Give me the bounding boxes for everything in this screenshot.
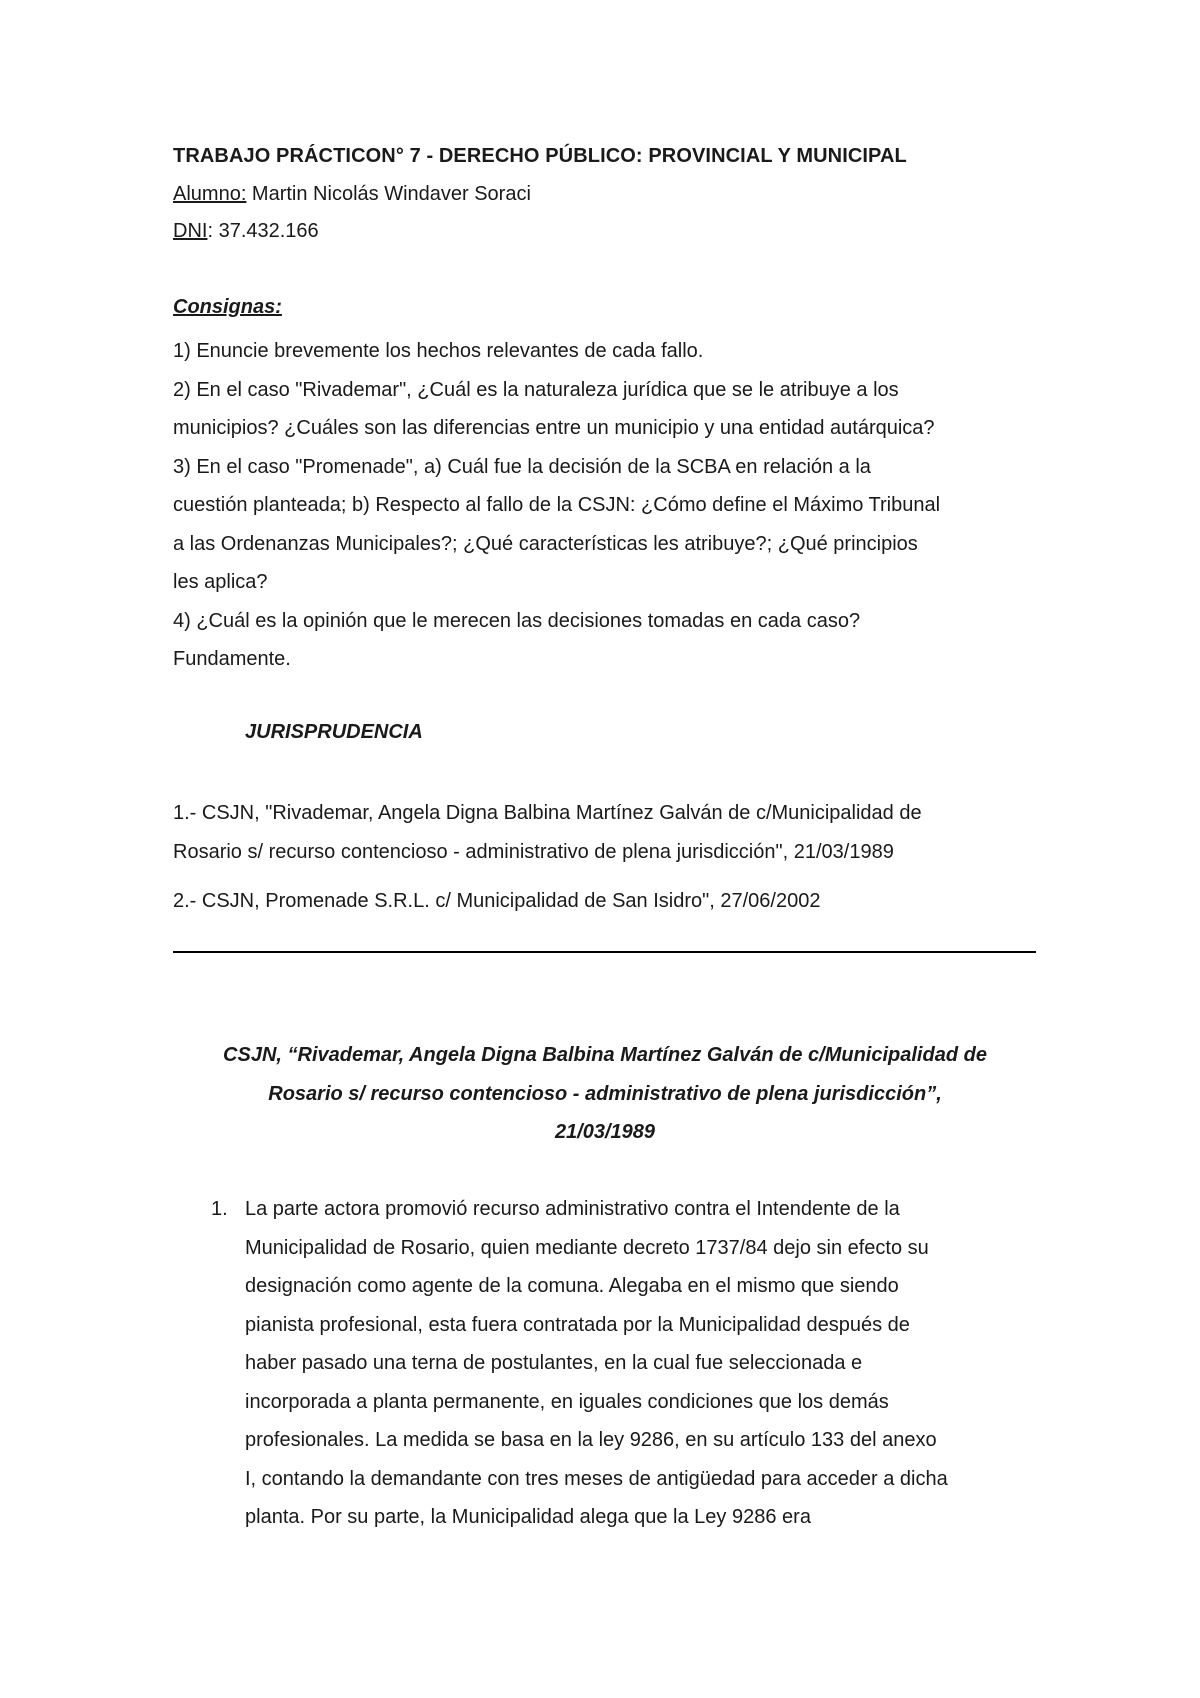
consignas-list xyxy=(173,332,1043,679)
consigna-line: 3) En el caso "Promenade", a) Cuál fue la decisión de la SCBA en relación a la xyxy=(173,455,871,478)
list-item-line: planta. Por su parte, la Municipalidad alega que la Ley 9286 era xyxy=(245,1506,811,1528)
dni-line xyxy=(173,220,1043,243)
consigna-line: Fundamente. xyxy=(173,648,291,670)
list-item-line: haber pasado una terna de postulantes, en la cual fue seleccionada e xyxy=(245,1352,863,1374)
dni-label: DNI xyxy=(173,220,208,242)
list-item-line: incorporada a planta permanente, en iguales condiciones que los demás xyxy=(245,1390,889,1413)
case-reference-1 xyxy=(173,794,1043,871)
student-label: Alumno: xyxy=(173,183,247,205)
case-reference-2 xyxy=(173,882,1043,921)
horizontal-divider xyxy=(173,951,1036,953)
consigna-line: les aplica? xyxy=(173,571,268,593)
list-item-line: profesionales. La medida se basa en la ley 9286, en su artículo 133 del anexo xyxy=(245,1429,937,1451)
list-item-line: designación como agente de la comuna. Alegaba en el mismo que siendo xyxy=(245,1275,899,1297)
list-item-line: La parte actora promovió recurso administrativo contra el Intendente de la xyxy=(245,1198,900,1220)
consignas-heading xyxy=(173,296,1043,319)
list-item-line: pianista profesional, esta fuera contratada por la Municipalidad después de xyxy=(245,1313,910,1336)
consigna-line: cuestión planteada; b) Respecto al fallo de la CSJN: ¿Cómo define el Máximo Tribunal xyxy=(173,494,941,516)
case-reference-line: 2.- CSJN, Promenade S.R.L. c/ Municipalidad de San Isidro", 27/06/2002 xyxy=(173,890,821,912)
dni-value: : 37.432.166 xyxy=(207,220,319,242)
student-name: Martin Nicolás Windaver Soraci xyxy=(246,183,531,205)
list-item-number: 1. xyxy=(211,1198,228,1220)
case-heading-line: 21/03/1989 xyxy=(554,1121,656,1143)
student-line xyxy=(173,183,1043,206)
list-item-line: Municipalidad de Rosario, quien mediante decreto 1737/84 dejo sin efecto su xyxy=(245,1236,929,1259)
consignas-label: Consignas: xyxy=(173,296,282,318)
case-heading-line: Rosario s/ recurso contencioso - administrativo de plena jurisdicción”, xyxy=(268,1082,942,1105)
consigna-line: municipios? ¿Cuáles son las diferencias entre un municipio y una entidad autárquica? xyxy=(173,417,935,439)
document-title: TRABAJO PRÁCTICON° 7 - DERECHO PÚBLICO: PROVINCIAL Y MUNICIPAL xyxy=(173,145,907,167)
list-item-line: I, contando la demandante con tres meses de antigüedad para acceder a dicha xyxy=(245,1467,948,1490)
case-heading-line: CSJN, “Rivademar, Angela Digna Balbina Martínez Galván de c/Municipalidad de xyxy=(223,1044,987,1066)
case-heading xyxy=(150,1036,1060,1152)
jurisprudencia-heading: JURISPRUDENCIA xyxy=(245,721,423,743)
case-reference-line: 1.- CSJN, "Rivademar, Angela Digna Balbina Martínez Galván de c/Municipalidad de xyxy=(173,802,922,824)
case-reference-line: Rosario s/ recurso contencioso - administrativo de plena jurisdicción", 21/03/1989 xyxy=(173,840,894,863)
consigna-line: 2) En el caso "Rivademar", ¿Cuál es la naturaleza jurídica que se le atribuye a los xyxy=(173,378,899,401)
consigna-line: 4) ¿Cuál es la opinión que le merecen las decisiones tomadas en cada caso? xyxy=(173,609,861,632)
consigna-line: a las Ordenanzas Municipales?; ¿Qué características les atribuye?; ¿Qué principios xyxy=(173,532,918,555)
consigna-line: 1) Enuncie brevemente los hechos relevantes de cada fallo. xyxy=(173,340,704,362)
list-item xyxy=(245,1190,1045,1537)
